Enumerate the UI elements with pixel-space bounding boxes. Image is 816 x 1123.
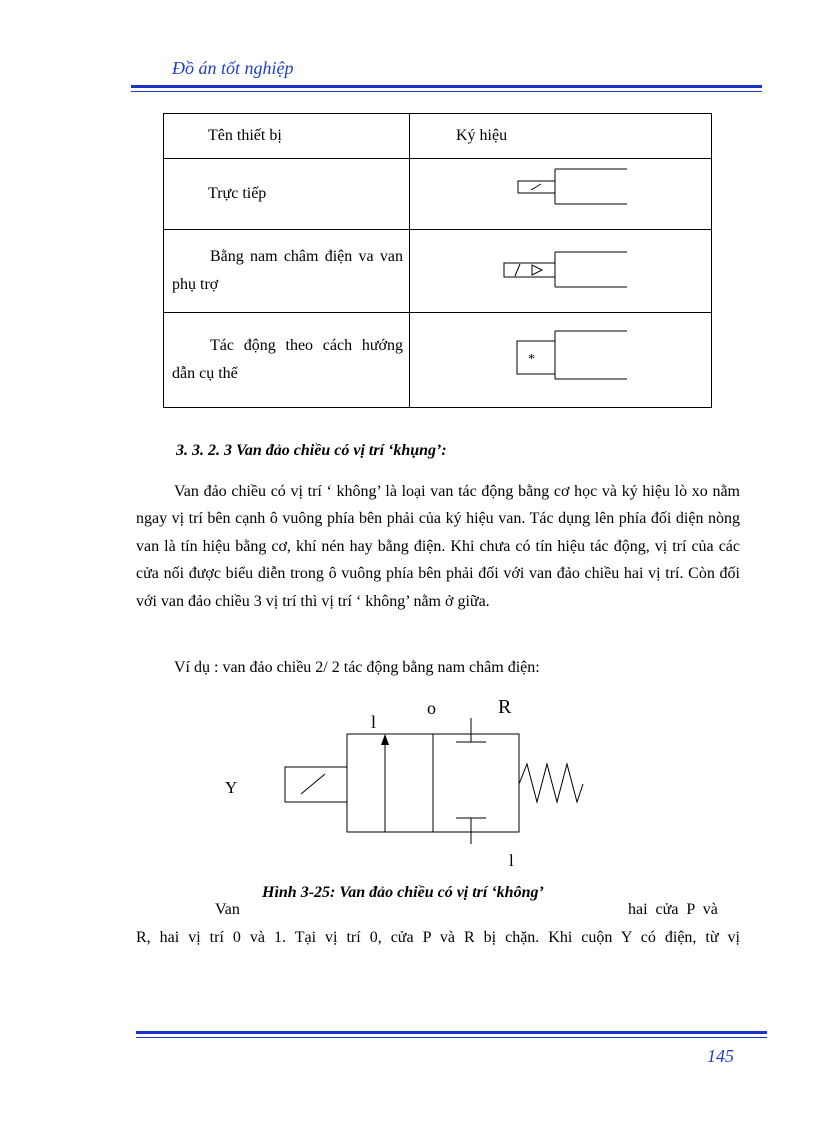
label-r: R	[498, 696, 512, 718]
table-cell-name: Bằng nam châm điện va van phụ trợ	[164, 230, 410, 313]
page-number: 145	[707, 1046, 734, 1066]
label-1-bottom: l	[509, 851, 514, 870]
table-header-symbol: Ký hiệu	[410, 114, 712, 159]
header-rule-thin	[131, 91, 762, 92]
solenoid-box	[285, 767, 347, 802]
footer-rule	[136, 1031, 767, 1034]
specified-actuation-symbol	[410, 313, 713, 407]
symbol-table	[163, 113, 712, 408]
label-1-top: l	[371, 712, 377, 732]
table-row	[164, 313, 712, 408]
section-heading: 3. 3. 2. 3 Van đảo chiều có vị trí ‘khụng’:	[176, 442, 447, 459]
figure-caption: Hình 3-25: Van đảo chiều có vị trí ‘không’	[262, 884, 544, 901]
table-cell-symbol	[410, 313, 712, 408]
table-row	[164, 159, 712, 230]
solenoid-slash	[301, 774, 325, 794]
header-rule	[131, 85, 762, 88]
text-van: Van	[215, 901, 240, 918]
symbol-asterisk: *	[528, 352, 535, 367]
table-cell-symbol	[410, 230, 712, 313]
direct-actuation-symbol	[410, 159, 713, 229]
solenoid-pilot-symbol	[410, 230, 713, 312]
footer-rule-thin	[136, 1037, 767, 1038]
label-y: Y	[225, 778, 238, 797]
spring	[519, 764, 583, 802]
text-ports: hai cửa P và	[628, 901, 718, 918]
valve-diagram	[215, 690, 595, 880]
header-title: Đồ án tốt nghiệp	[172, 58, 294, 78]
table-header-name: Tên thiết bị	[164, 114, 410, 159]
arrow-head-icon	[381, 734, 389, 745]
body-paragraph: Van đảo chiều có vị trí ‘ không’ là loại van tác động bằng cơ học và ký hiệu lò xo nằm ngay vị trí bên cạnh ô vuông phía bên phải của ký hiệu van. Tác dụng lên phía đối diện nòng van là tín hiệu bằng cơ, khí nén hay bằng điện. Khi chưa có tín hiệu tác động, vị trí của các cửa nối được biểu diễn trong ô vuông phía bên phải đối với van đảo chiều hai vị trí. Còn đối với van đảo chiều 3 vị trí thì vị trí ‘ không’ nằm ở giữa.	[136, 483, 740, 610]
example-line: Ví dụ : van đảo chiều 2/ 2 tác động bằng nam châm điện:	[174, 659, 540, 676]
table-cell-name: Trực tiếp	[164, 159, 410, 230]
label-o: o	[427, 698, 436, 718]
table-row	[164, 230, 712, 313]
table-cell-symbol	[410, 159, 712, 230]
table-cell-name: Tác động theo cách hướng dẫn cụ thể	[164, 313, 410, 408]
text-last-line: R, hai vị trí 0 và 1. Tại vị trí 0, cửa P và R bị chặn. Khi cuộn Y có điện, từ vị	[136, 929, 740, 946]
table-header-row	[164, 114, 712, 159]
